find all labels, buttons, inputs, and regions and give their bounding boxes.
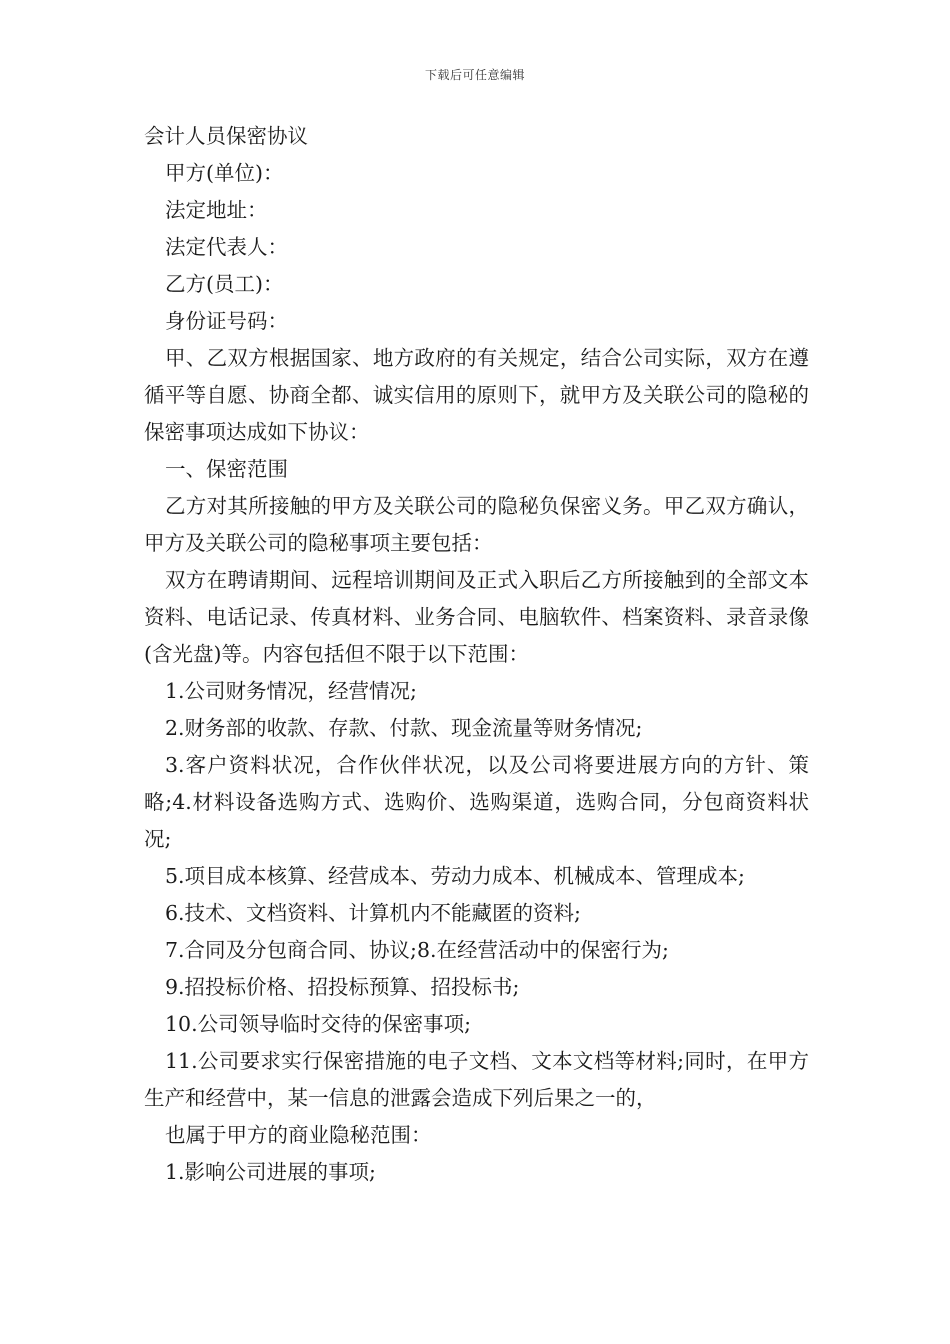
list-item: 1.公司财务情况，经营情况; [165, 679, 417, 703]
paragraph-scope: 乙方对其所接触的甲方及关联公司的隐秘负保密义务。甲乙双方确认，甲方及关联公司的隐秘事项主要包括： [144, 494, 809, 555]
list-item: 3.客户资料状况，合作伙伴状况，以及公司将要进展方向的方针、策略;4.材料设备选购方式、选购价、选购渠道，选购合同，分包商资料状况; [144, 753, 809, 851]
paragraph-preamble: 甲、乙双方根据国家、地方政府的有关规定，结合公司实际，双方在遵循平等自愿、协商全都、诚实信用的原则下，就甲方及关联公司的隐秘的保密事项达成如下协议： [144, 346, 809, 444]
document-body [144, 118, 809, 1191]
field-address: 法定地址： [165, 198, 268, 222]
field-representative: 法定代表人： [165, 235, 288, 259]
list-item: 10.公司领导临时交待的保密事项; [165, 1012, 472, 1036]
field-party-b: 乙方(员工)： [165, 272, 284, 296]
list-item: 11.公司要求实行保密措施的电子文档、文本文档等材料;同时，在甲方生产和经营中，某一信息的泄露会造成下列后果之一的， [144, 1049, 809, 1110]
paragraph-trade-secret: 也属于甲方的商业隐秘范围： [165, 1123, 432, 1147]
document-title: 会计人员保密协议 [144, 124, 308, 148]
field-id-number: 身份证号码： [165, 309, 288, 333]
list-item: 6.技术、文档资料、计算机内不能藏匿的资料; [165, 901, 581, 925]
list-item: 1.影响公司进展的事项; [165, 1160, 376, 1184]
field-party-a: 甲方(单位)： [165, 161, 284, 185]
header-note: 下载后可任意编辑 [424, 68, 525, 82]
list-item: 5.项目成本核算、经营成本、劳动力成本、机械成本、管理成本; [165, 864, 745, 888]
list-item: 2.财务部的收款、存款、付款、现金流量等财务情况; [165, 716, 643, 740]
section-heading: 一、保密范围 [165, 457, 288, 481]
list-item: 9.招投标价格、招投标预算、招投标书; [165, 975, 520, 999]
paragraph-materials: 双方在聘请期间、远程培训期间及正式入职后乙方所接触到的全部文本资料、电话记录、传真材料、业务合同、电脑软件、档案资料、录音录像(含光盘)等。内容包括但不限于以下范围： [144, 568, 809, 666]
list-item: 7.合同及分包商合同、协议;8.在经营活动中的保密行为; [165, 938, 669, 962]
